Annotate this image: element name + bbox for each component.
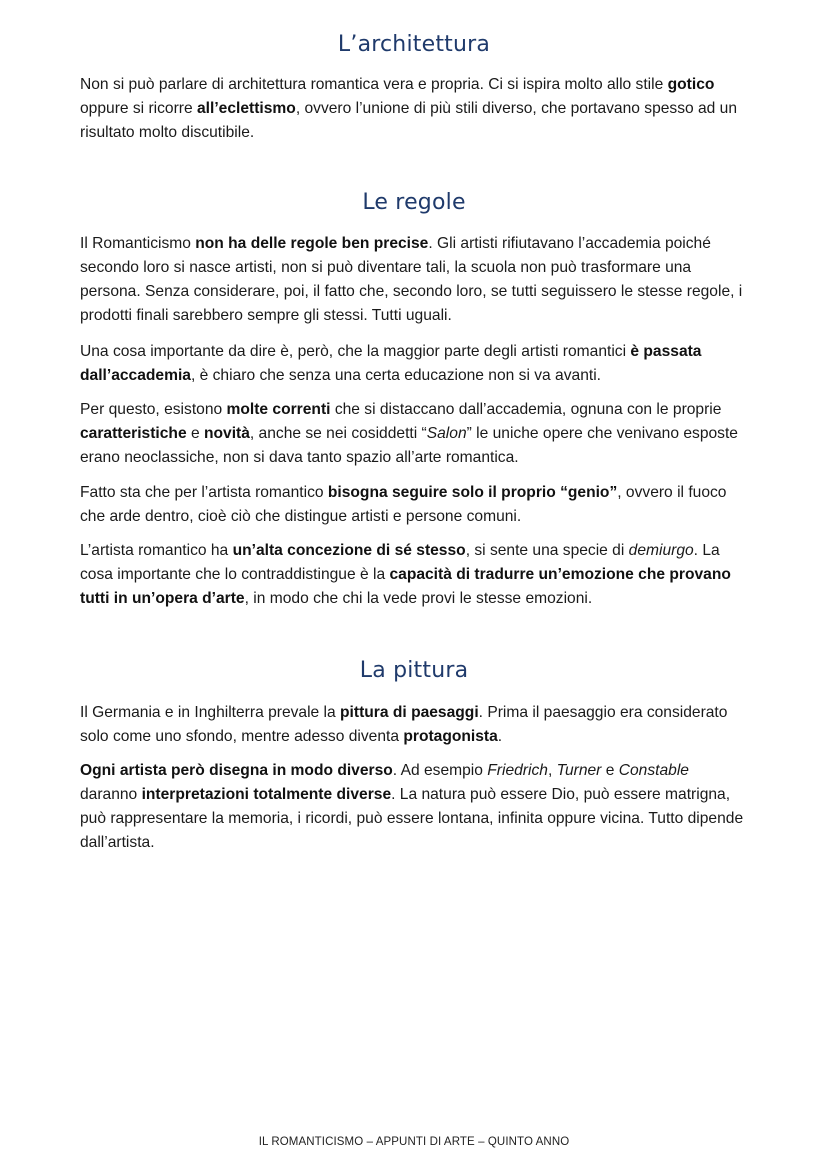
page-footer: IL ROMANTICISMO – APPUNTI DI ARTE – QUINTO ANNO — [258, 1136, 570, 1148]
paragraph-regole-1: Il Romanticismo non ha delle regole ben precise. Gli artisti rifiutavano l’accademia poiché secondo loro si nasce artisti, non si può diventare tali, la scuola non può trasformare una persona. Senza considerare, poi, il fatto che, secondo loro, se tutti seguissero le stesse regole, i prodotti finali sarebbero sempre gli stessi. Tutti uguali. — [80, 235, 743, 324]
paragraph-regole-4: Fatto sta che per l’artista romantico bisogna seguire solo il proprio “genio”, ovvero il fuoco che arde dentro, cioè ciò che distingue artisti e persone comuni. — [80, 484, 727, 525]
paragraph-regole-2: Una cosa importante da dire è, però, che la maggior parte degli artisti romantici è passata dall’accademia, è chiaro che senza una certa educazione non si va avanti. — [80, 343, 702, 384]
paragraph-regole-5: L’artista romantico ha un’alta concezione di sé stesso, si sente una specie di demiurgo. La cosa importante che lo contraddistingue è la capacità di tradurre un’emozione che provano tutti in un’opera d’arte, in modo che chi la vede provi le stesse emozioni. — [80, 542, 731, 607]
paragraph-pittura-1: Il Germania e in Inghilterra prevale la pittura di paesaggi. Prima il paesaggio era considerato solo come uno sfondo, mentre adesso diventa protagonista. — [80, 704, 728, 745]
section-title-pittura: La pittura — [359, 658, 469, 683]
paragraph-pittura-2: Ogni artista però disegna in modo diverso. Ad esempio Friedrich, Turner e Constable daranno interpretazioni totalmente diverse. La natura può essere Dio, può essere matrigna, può rappresentare la memoria, i ricordi, può essere lontana, infinita oppure vicina. Tutto dipende dall’artista. — [80, 762, 744, 851]
section-title-regole: Le regole — [362, 190, 466, 215]
paragraph-regole-3: Per questo, esistono molte correnti che si distaccano dall’accademia, ognuna con le proprie caratteristiche e novità, anche se nei cosiddetti “Salon” le uniche opere che venivano esposte erano neoclassiche, non si dava tanto spazio all’arte romantica. — [80, 401, 738, 466]
section-title-architettura: L’architettura — [337, 32, 491, 57]
paragraph-architettura: Non si può parlare di architettura romantica vera e propria. Ci si ispira molto allo stile gotico oppure si ricorre all’eclettismo, ovvero l’unione di più stili diverso, che portavano spesso ad un risultato molto discutibile. — [80, 76, 738, 141]
